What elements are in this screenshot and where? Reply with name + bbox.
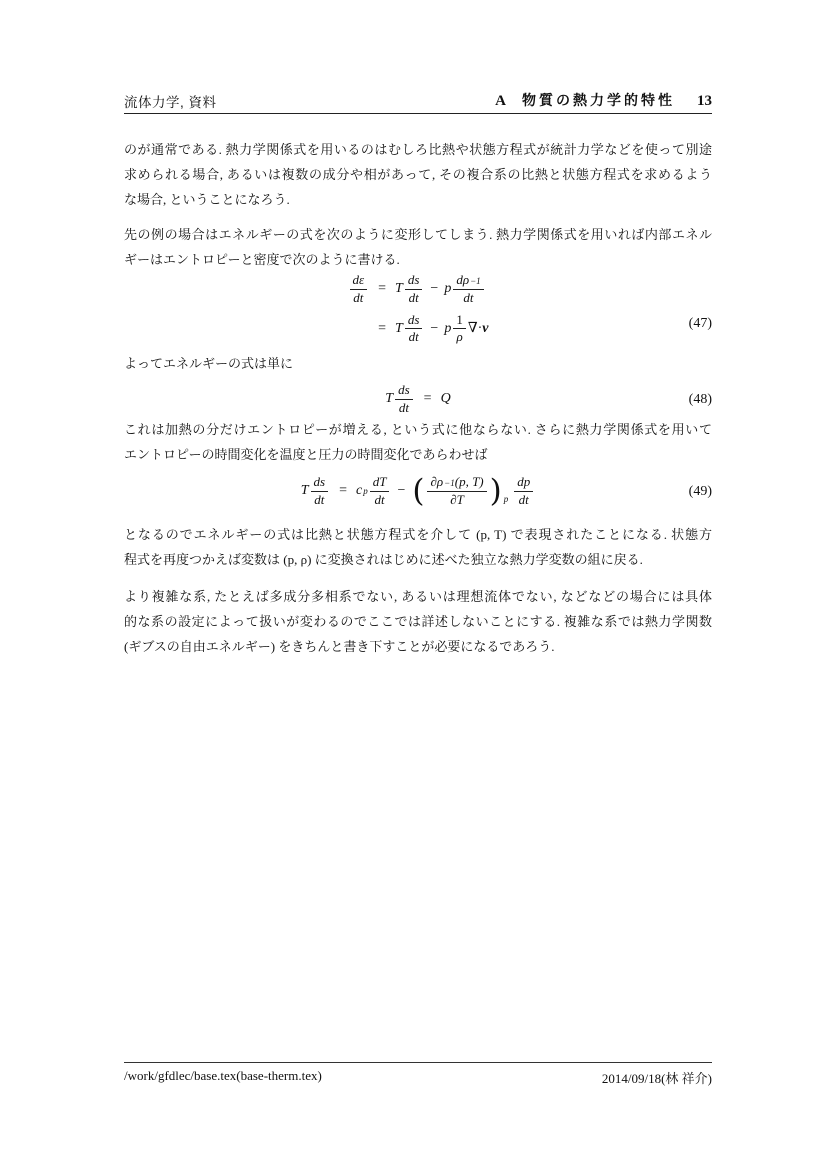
header-section-letter: A: [495, 93, 506, 109]
body-line: これは加熱の分だけエントロピーが増える, という式に他ならない. さらに熱力学関係式を用いて: [124, 422, 712, 437]
header-rule: [124, 113, 712, 114]
display-equation-47: [124, 270, 712, 348]
display-equation-49: [124, 468, 712, 514]
footer-date-author: 2014/09/18(林 祥介): [601, 1071, 712, 1086]
paragraph-6: [124, 584, 712, 659]
fraction: $\frac{1}{\rho}$: [453, 313, 466, 346]
equals-sign: =: [378, 281, 387, 297]
fraction: ∂ρ −1 (p, T) ∂T: [427, 475, 486, 508]
header-doc-title: 流体力学, 資料: [124, 95, 217, 110]
equals-sign: =: [423, 391, 432, 406]
body-line: ギーはエントロピーと密度で次のように書ける.: [124, 252, 400, 267]
velocity-vector: v: [482, 320, 489, 336]
paragraph-5: [124, 522, 712, 572]
body-line: (ギブスの自由エネルギー) をきちんと書き下すことが必要になるであろう.: [124, 639, 555, 654]
footer-rule: [124, 1062, 712, 1063]
minus-sign: −: [430, 281, 439, 297]
equals-sign: =: [378, 320, 387, 336]
fraction: $\frac{ds}{dt}$: [395, 383, 413, 416]
paragraph-1: [124, 137, 712, 212]
fraction: dρ −1 dt: [453, 273, 483, 306]
body-line: よってエネルギーの式は単に: [124, 356, 294, 371]
equation-number-47: (47): [688, 316, 712, 331]
body-line: 先の例の場合はエネルギーの式を次のように変形してしまう. 熱力学関係式を用いれば内部エネル: [124, 227, 712, 242]
fraction: $\frac{d\varepsilon}{dt}$: [350, 273, 368, 306]
fraction: $\frac{ds}{dt}$: [405, 273, 423, 306]
nabla-dot-operator: ∇·: [467, 321, 483, 337]
paragraph-3: [124, 351, 712, 376]
equation-number-48: (48): [688, 392, 712, 407]
body-line: のが通常である. 熱力学関係式を用いるのはむしろ比熱や状態方程式が統計力学などを使って別途: [124, 142, 712, 157]
body-line: となるのでエネルギーの式は比熱と状態方程式を介して (p, T) で表現されたことになる. 状態方: [124, 527, 712, 542]
fraction: $\frac{ds}{dt}$: [311, 475, 329, 508]
body-line: より複雑な系, たとえば多成分多相系でない, あるいは理想流体でない, などなどの場合には具体: [124, 589, 712, 604]
equation-number-49: (49): [688, 484, 712, 499]
paragraph-2: [124, 222, 712, 272]
minus-sign: −: [430, 320, 439, 336]
equation-49-body: T $\frac{ds}{dt}$ = c p $\frac{dT}{dt}$ − ( ∂ρ −1 (p, T) ∂T ) p $\frac{dp}{dt}$: [301, 475, 535, 508]
header-section: [495, 90, 712, 110]
equation-47-body: $\frac{d\varepsilon}{dt}$ = T $\frac{ds}{dt}$ − p dρ −1 dt = T $\frac{ds}{dt}$ − p $\frac{1}{\rho}$ ∇· v: [348, 273, 489, 346]
footer-source-path: /work/gfdlec/base.tex(base-therm.tex): [124, 1068, 322, 1083]
body-line: エントロピーの時間変化を温度と圧力の時間変化であらわせば: [124, 447, 488, 462]
header-page-number: 13: [697, 93, 712, 109]
body-line: 的な系の設定によって扱いが変わるのでここでは詳述しないことにする. 複雑な系では熱力学関数: [124, 614, 712, 629]
equation-48-body: T $\frac{ds}{dt}$ = Q: [385, 381, 451, 415]
fraction: $\frac{ds}{dt}$: [405, 313, 423, 346]
display-equation-48: [124, 382, 712, 416]
paragraph-4: [124, 417, 712, 467]
equals-sign: =: [339, 483, 348, 498]
minus-sign: −: [397, 483, 406, 498]
body-line: 求められる場合, あるいは複数の成分や相があって, その複合系の比熱と状態方程式を求めるよう: [124, 167, 712, 182]
header-section-title: 物質の熱力学的特性: [522, 92, 675, 108]
fraction: $\frac{dp}{dt}$: [514, 475, 533, 508]
body-line: な場合, ということになろう.: [124, 192, 290, 207]
body-line: 程式を再度つかえば変数は (p, ρ) に変換されはじめに述べた独立な熱力学変数の組に戻る.: [124, 552, 643, 567]
fraction: $\frac{dT}{dt}$: [370, 475, 390, 508]
